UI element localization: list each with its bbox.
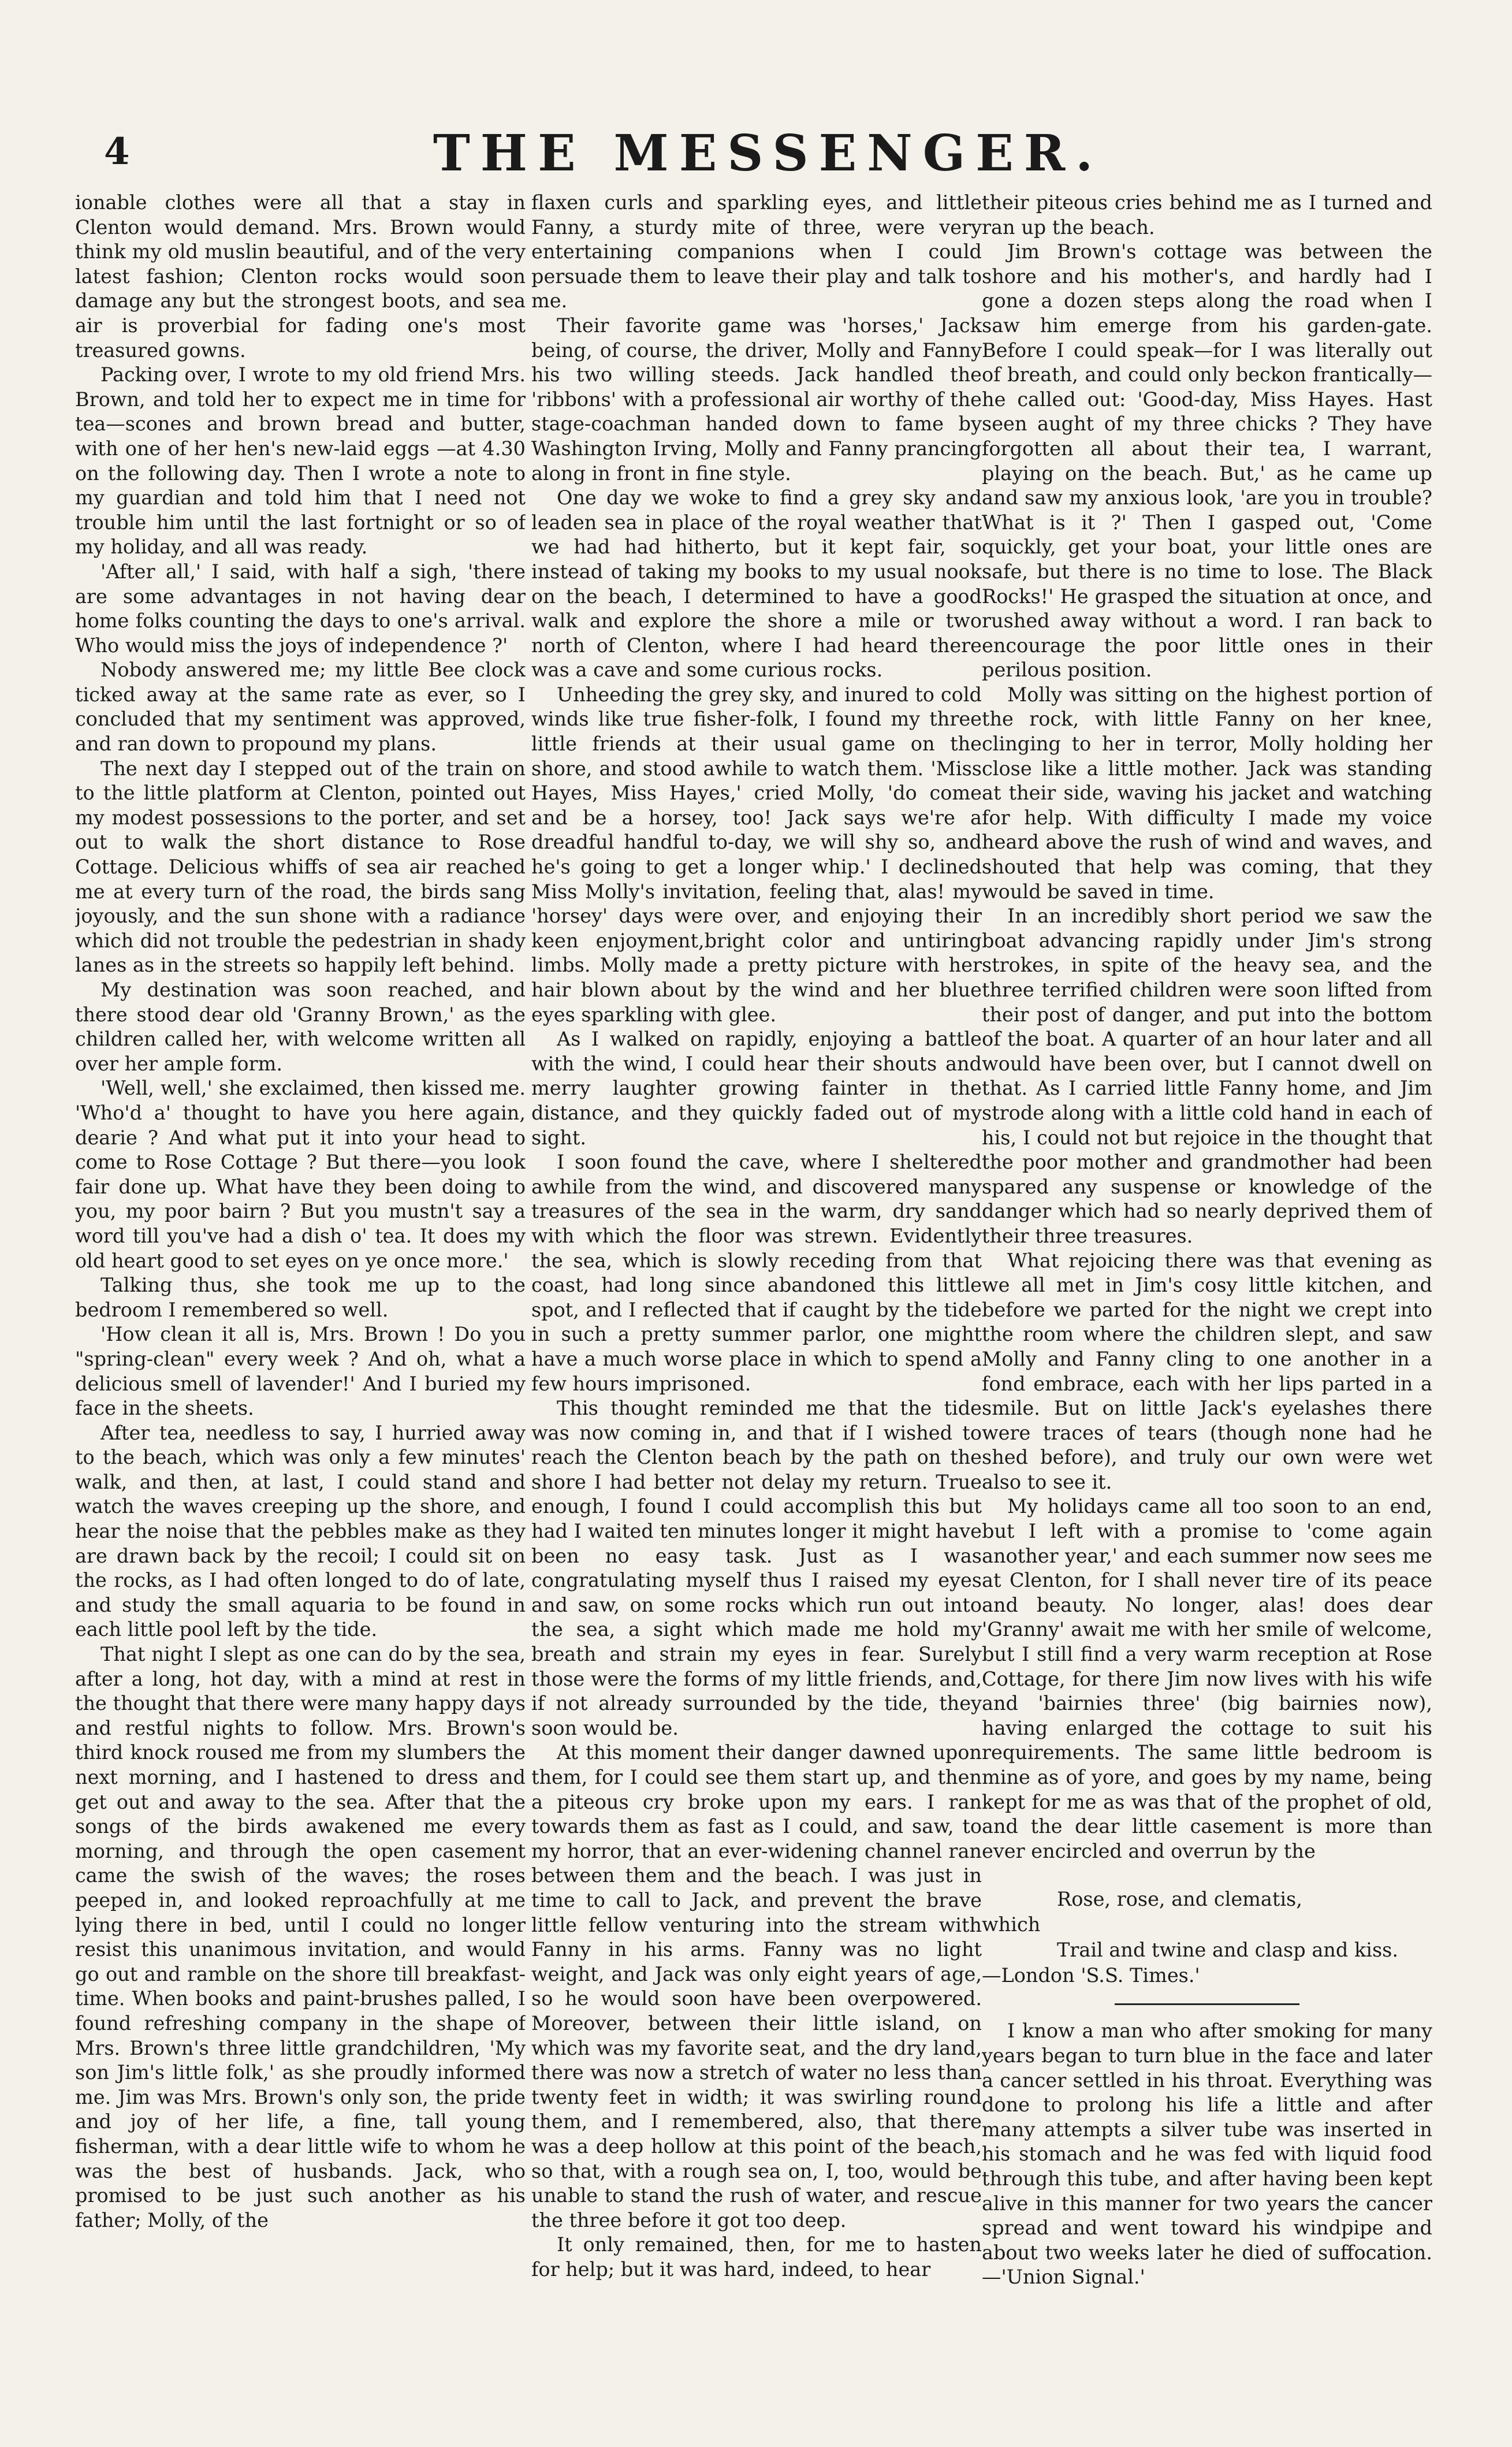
paragraph: 'How clean it all is, Mrs. Brown ! Do you "spring-clean" every week ? And oh, what a delicious smell of lavender!' And I buried my face in the sheets. [75, 1323, 526, 1420]
source-attribution: —London 'S.S. Times.' [982, 1964, 1200, 1987]
paragraph: After tea, needless to say, I hurried away to the beach, which was only a few minutes' walk, and then, at last, I could stand and watch the waves creeping up the shore, and hear the noise that the pebbles make as they are drawn back by the recoil; I could sit on the rocks, as I had often longed to do of late, and study the small aquaria to be found in each little pool left by the tide. [75, 1421, 526, 1641]
paragraph: At this moment their danger dawned upon them, for I could see them start up, and then a piteous cry broke upon my ears. I ran towards them as fast as I could, and saw, to my horror, that an ever-widening channel ran between them and the beach. I was just in time to call to Jack, and prevent the brave little fellow venturing into the stream with Fanny in his arms. Fanny was no light weight, and Jack was only eight years of age, so he would soon have been overpowered. Moreover, between their little island, on which was my favorite seat, and the dry land, there was now a stretch of water no less than twenty feet in width; it was swirling round them, and I remembered, also, that there was a deep hollow at this point of the beach, so that, with a rough sea on, I, too, would be unable to stand the rush of water, and rescue the three before it got too deep. [531, 1741, 982, 2232]
paragraph: flaxen curls and sparkling eyes, and little Fanny, a sturdy mite of three, were very entertaining companions when I could persuade them to leave their play and talk to me. [531, 191, 982, 313]
paragraph: Jim Brown's cottage was between the shore and his mother's, and hardly had I gone a dozen steps along the road when I saw him emerge from his garden-gate. Before I could speak—for I was literally out of breath, and could only beckon frantically—he called out: 'Good-day, Miss Hayes. Hast seen aught of my three chicks ? They have forgotten all about their tea, I warrant, playing on the beach. But,' as he came up and saw my anxious look, 'are you in trouble? What is it ?' Then I gasped out, 'Come quickly, get your boat, your little ones are safe, but there is no time to lose. The Black Rocks!' He grasped the situation at once, and rushed away without a word. I ran back to encourage the poor little ones in their perilous position. [982, 240, 1432, 682]
paragraph: ionable clothes were all that a stay in Clenton would demand. Mrs. Brown would think my old muslin beautiful, and of the very latest fashion; Clenton rocks would soon damage any but the strongest boots, and sea air is proverbial for fading one's most treasured gowns. [75, 191, 526, 362]
paragraph: Packing over, I wrote to my old friend Mrs. Brown, and told her to expect me in time for tea—scones and brown bread and butter, with one of her hen's new-laid eggs —at 4.30 on the following day. Then I wrote a note to my guardian and told him that I need not trouble him until the last fortnight or so of my holiday, and all was ready. [75, 363, 526, 559]
paragraph: This thought reminded me that the tide was now coming in, and that if I wished to reach the Clenton beach by the path on the shore I had better not delay my return. True enough, I found I could accomplish this but had I waited ten minutes longer it might have been no easy task. Just as I was congratulating myself thus I raised my eyes and saw, on some rocks which run out into the sea, a sight which made me hold my breath and strain my eyes in fear. Surely those were the forms of my little friends, and, if not already surrounded by the tide, they soon would be. [531, 1397, 982, 1739]
paragraph: Molly was sitting on the highest portion of the rock, with little Fanny on her knee, clinging to her in terror, Molly holding her close like a little mother. Jack was standing at their side, waving his jacket and watching for help. With difficulty I made my voice heard above the rush of wind and waves, and shouted that help was coming, that they would be saved in time. [982, 683, 1432, 903]
page-number: 4 [104, 130, 130, 173]
paragraph: Talking thus, she took me up to the bedroom I remembered so well. [75, 1274, 526, 1321]
paragraph: I soon found the cave, where I sheltered awhile from the wind, and discovered many treasures of the sea in the warm, dry sand with which the floor was strewn. Evidently the sea, which is slowly receding from that coast, had long since abandoned this little spot, and I reflected that if caught by the tide in such a pretty summer parlor, one might have a much worse place in which to spend a few hours imprisoned. [531, 1151, 982, 1395]
poem-line: Rose, rose, and clematis, [1057, 1888, 1302, 1911]
paragraph: My destination was soon reached, and there stood dear old 'Granny Brown,' as the children called her, with welcome written all over her ample form. [75, 979, 526, 1075]
paragraph: As I walked on rapidly, enjoying a battle with the wind, I could hear their shouts and merry laughter growing fainter in the distance, and they quickly faded out of my sight. [531, 1028, 982, 1149]
article-column-3 [982, 191, 1432, 2420]
section-divider [1115, 2003, 1299, 2005]
paragraph: What rejoicing there was that evening as we all met in Jim's cosy little kitchen, and before we parted for the night we crept into the room where the children slept, and saw Molly and Fanny cling to one another in a fond embrace, each with her lips parted in a smile. But on little Jack's eyelashes there were traces of tears (though none had he shed before), and truly our own were wet also to see it. [982, 1249, 1432, 1493]
paragraph: Unheeding the grey sky, and inured to cold winds like true fisher-folk, I found my three little friends at their usual game on the shore, and stood awhile to watch them. 'Miss Hayes, Miss Hayes,' cried Molly, 'do come and be a horsey, too! Jack says we're a dreadful handful to-day, we will shy so, and he's going to get a longer whip.' I declined Miss Molly's invitation, feeling that, alas! my 'horsey' days were over, and enjoying their keen enjoyment,bright color and untiring limbs. Molly made a pretty picture with her hair blown about by the wind and her blue eyes sparkling with glee. [531, 683, 982, 1026]
paragraph: their piteous cries behind me as I turned and ran up the beach. [982, 191, 1432, 239]
paragraph: It only remained, then, for me to hasten for help; but it was hard, indeed, to hear [531, 2233, 982, 2281]
paragraph: 'After all,' I said, with half a sigh, 'there are some advantages in not having dear home folks counting the days to one's arrival. Who would miss the joys of independence ?' [75, 560, 526, 657]
paragraph: Nobody answered me; my little Bee clock ticked away at the same rate as ever, so I concluded that my sentiment was approved, and ran down to propound my plans. [75, 659, 526, 756]
poem-word: which [982, 1913, 1041, 1936]
paragraph: Their favorite game was 'horses,' Jack being, of course, the driver, Molly and Fanny his two willing steeds. Jack handled the 'ribbons' with a professional air worthy of the stage-coachman handed down to fame by Washington Irving, Molly and Fanny prancing along in front in fine style. [531, 314, 982, 485]
paragraph: The next day I stepped out of the train on to the little platform at Clenton, pointed out my modest possessions to the porter, and set out to walk the short distance to Rose Cottage. Delicious whiffs of sea air reached me at every turn of the road, the birds sang joyously, and the sun shone with a radiance which did not trouble the pedestrian in shady lanes as in the streets so happily left behind. [75, 757, 526, 977]
article-column-1 [75, 191, 526, 2420]
page-header [81, 124, 1455, 188]
article-column-2 [531, 191, 982, 2420]
poem-quote [982, 1887, 1432, 1988]
newspaper-title: THE MESSENGER. [433, 124, 1104, 183]
paragraph: My holidays came all too soon to an end, but I left with a promise to 'come again another year,' and each summer now sees me at Clenton, for I shall never tire of its peace and beauty. No longer, alas! does dear 'Granny' await me with her smile of welcome, but I still find a very warm reception at Rose Cottage, for there Jim now lives with his wife and 'bairnies three' (big bairnies now), having enlarged the cottage to suit his requirements. The same little bedroom is mine as of yore, and goes by my name, being kept for me as was that of the prophet of old, and the dear little casement is more than ever encircled and overrun by the [982, 1495, 1432, 1862]
paragraph: In an incredibly short period we saw the boat advancing rapidly under Jim's strong strokes, in spite of the heavy sea, and the three terrified children were soon lifted from their post of danger, and put into the bottom of the boat. A quarter of an hour later and all would have been over, but I cannot dwell on that. As I carried little Fanny home, and Jim strode along with a little cold hand in each of his, I could not but rejoice in the thought that the poor mother and grandmother had been spared any suspense or knowledge of the danger which had so nearly deprived them of their three treasures. [982, 905, 1432, 1247]
poem-line: Trail and twine and clasp and kiss. [1057, 1939, 1399, 1962]
paragraph: One day we woke to find a grey sky and leaden sea in place of the royal weather that we had had hitherto, but it kept fair, so instead of taking my books to my usual nook on the beach, I determined to have a good walk and explore the shore a mile or two north of Clenton, where I had heard there was a cave and some curious rocks. [531, 486, 982, 682]
paragraph: That night I slept as one can do by the sea, after a long, hot day, with a mind at rest in the thought that there were many happy days and restful nights to follow. Mrs. Brown's third knock roused me from my slumbers the next morning, and I hastened to dress and get out and away to the sea. After that the songs of the birds awakened me every morning, and through the open casement came the swish of the waves; the roses peeped in, and looked reproachfully at me lying there in bed, until I could no longer resist this unanimous invitation, and would go out and ramble on the shore till breakfast-time. When books and paint-brushes palled, I found refreshing company in the shape of Mrs. Brown's three little grandchildren, 'My son Jim's little folk,' as she proudly informed me. Jim was Mrs. Brown's only son, the pride and joy of her life, a fine, tall young fisherman, with a dear little wife to whom he was the best of husbands. Jack, who promised to be just such another as his father; Molly, of the [75, 1643, 526, 2232]
paragraph: 'Well, well,' she exclaimed, then kissed me. 'Who'd a' thought to have you here again, dearie ? And what put it into your head to come to Rose Cottage ? But there—you look fair done up. What have they been doing to you, my poor bairn ? But you mustn't say a word till you've had a dish o' tea. It does my old heart good to set eyes on ye once more.' [75, 1077, 526, 1272]
paragraph: I know a man who after smoking for many years began to turn blue in the face and later a cancer settled in his throat. Everything was done to prolong his life a little and after many attempts a silver tube was inserted in his stomach and he was fed with liquid food through this tube, and after having been kept alive in this manner for two years the cancer spread and went toward his windpipe and about two weeks later he died of suffocation.—'Union Signal.' [982, 2020, 1432, 2289]
